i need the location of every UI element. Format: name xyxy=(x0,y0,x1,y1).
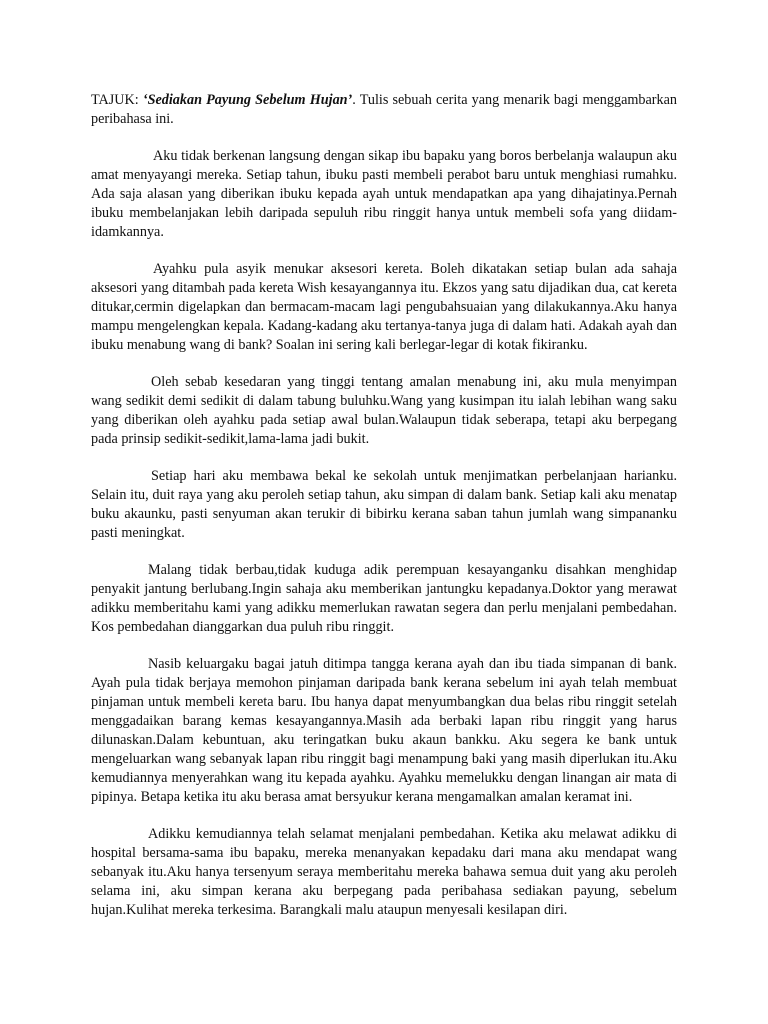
paragraph-1: Aku tidak berkenan langsung dengan sikap ibu bapaku yang boros berbelanja walaupun aku amat menyayangi mereka. Setiap tahun, ibuku pasti membeli perabot baru untuk menghiasi rumahku. Ada saja alasan yang diberikan ibuku kepada ayah untuk mendapatkan apa yang dihajatinya.Pernah ibuku membelanjakan lebih daripada sepuluh ribu ringgit hanya untuk membeli sofa yang diidam-idamkannya. xyxy=(91,148,677,240)
paragraph-5: Malang tidak berbau,tidak kuduga adik perempuan kesayanganku disahkan menghidap penyakit jantung berlubang.Ingin sahaja aku memberikan jantungku kepadanya.Doktor yang merawat adikku memberitahu kami yang adikku memerlukan rawatan segera dan perlu menjalani pembedahan. Kos pembedahan dianggarkan dua puluh ribu ringgit. xyxy=(91,562,677,635)
paragraph-2: Ayahku pula asyik menukar aksesori kereta. Boleh dikatakan setiap bulan ada sahaja aksesori yang ditambah pada kereta Wish kesayangannya itu. Ekzos yang satu dijadikan dua, cat kereta ditukar,cermin digelapkan dan bermacam-macam lagi pengubahsuaian yang dilakukannya.Aku hanya mampu mengelengkan kepala. Kadang-kadang aku tertanya-tanya juga di dalam hati. Adakah ayah dan ibuku menabung wang di bank? Soalan ini sering kali berlegar-legar di kotak fikiranku. xyxy=(91,261,677,353)
paragraph-3: Oleh sebab kesedaran yang tinggi tentang amalan menabung ini, aku mula menyimpan wang sedikit demi sedikit di dalam tabung buluhku.Wang yang kusimpan itu ialah lebihan wang saku yang diberikan oleh ayahku pada setiap awal bulan.Walaupun tidak seberapa, tetapi aku berpegang pada prinsip sedikit-sedikit,lama-lama jadi bukit. xyxy=(91,374,677,447)
paragraph-7: Adikku kemudiannya telah selamat menjalani pembedahan. Ketika aku melawat adikku di hospital bersama-sama ibu bapaku, mereka menanyakan kepadaku dari mana aku mendapat wang sebanyak itu.Aku hanya tersenyum seraya memberitahu mereka bahawa semua duit yang aku peroleh selama ini, aku simpan kerana aku berpegang pada peribahasa sediakan payung, sebelum hujan.Kulihat mereka terkesima. Barangkali malu ataupun menyesali kesilapan diri. xyxy=(91,826,677,918)
paragraph-4: Setiap hari aku membawa bekal ke sekolah untuk menjimatkan perbelanjaan harianku. Selain itu, duit raya yang aku peroleh setiap tahun, aku simpan di dalam bank. Setiap kali aku menatap buku akaunku, pasti senyuman akan terukir di bibirku kerana saban tahun jumlah wang simpananku pasti meningkat. xyxy=(91,468,677,541)
title-prefix: TAJUK: xyxy=(91,92,143,108)
title-proverb: ‘Sediakan Payung Sebelum Hujan’ xyxy=(142,92,353,108)
title-instruction: . Tulis sebuah cerita yang menarik bagi menggambarkan peribahasa ini. xyxy=(91,92,678,127)
paragraph-6: Nasib keluargaku bagai jatuh ditimpa tangga kerana ayah dan ibu tiada simpanan di bank. Ayah pula tidak berjaya memohon pinjaman daripada bank kerana sebelum ini ayah telah membuat pinjaman untuk membeli kereta baru. Ibu hanya dapat menyumbangkan dua belas ribu ringgit setelah menggadaikan barang kemas kesayangannya.Masih ada berbaki lapan ribu ringgit yang harus dilunaskan.Dalam kebuntuan, aku teringatkan buku akaun bankku. Aku segera ke bank untuk mengeluarkan wang sebanyak lapan ribu ringgit bagi menampung baki yang masih diperlukan itu.Aku kemudiannya menyerahkan wang itu kepada ayahku. Ayahku memelukku dengan linangan air mata di pipinya. Betapa ketika itu aku berasa amat bersyukur kerana mengamalkan amalan keramat ini. xyxy=(91,656,677,805)
essay-title xyxy=(91,91,677,129)
